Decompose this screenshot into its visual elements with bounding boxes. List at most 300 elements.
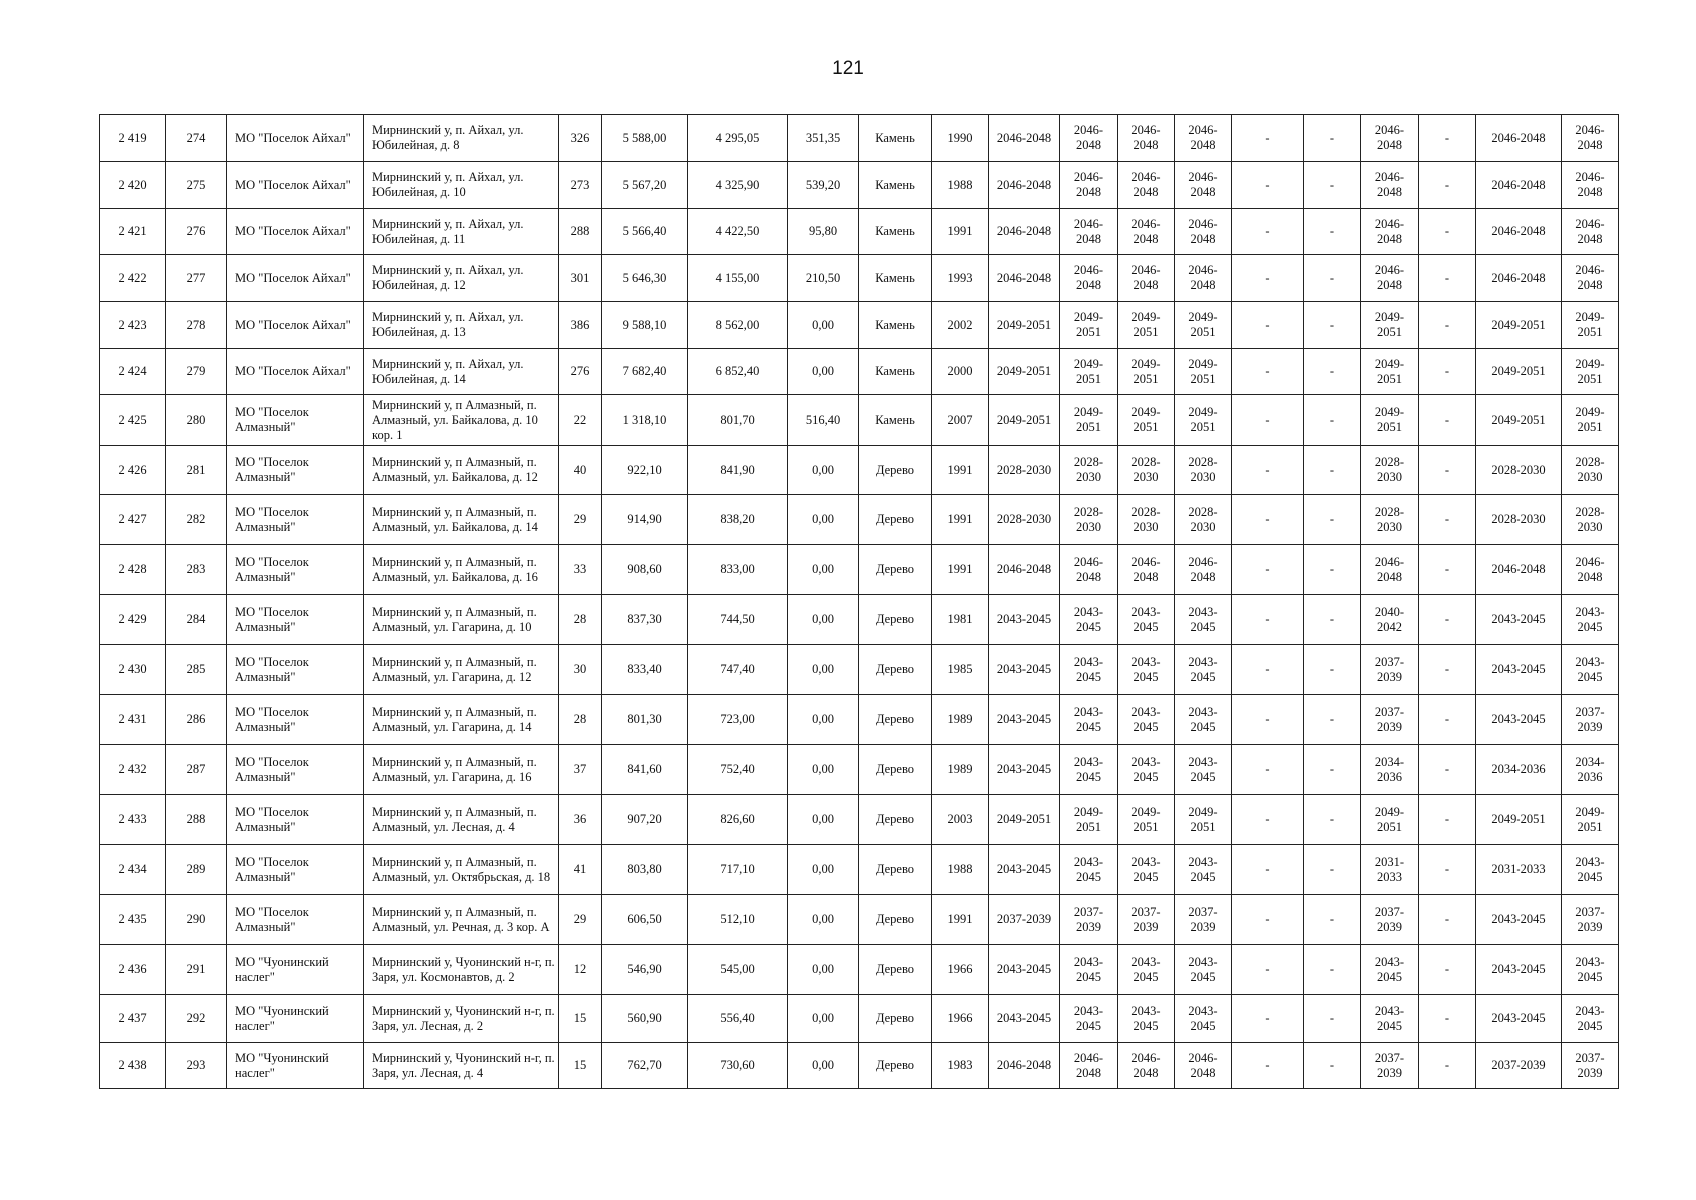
table-cell: Мирнинский у, п Алмазный, п. Алмазный, ул. Байкалова, д. 14 bbox=[364, 495, 559, 545]
table-cell: 326 bbox=[559, 115, 602, 162]
table-cell: 301 bbox=[559, 255, 602, 302]
table-cell: 1981 bbox=[932, 595, 989, 645]
table-row bbox=[100, 545, 1619, 595]
table-cell: - bbox=[1232, 162, 1304, 209]
table-cell: - bbox=[1419, 595, 1476, 645]
table-cell: 2043-2045 bbox=[1060, 695, 1118, 745]
table-cell: 2049-2051 bbox=[1361, 795, 1419, 845]
table-cell: - bbox=[1419, 995, 1476, 1043]
table-cell: 1991 bbox=[932, 545, 989, 595]
table-cell: 2037-2039 bbox=[1361, 645, 1419, 695]
table-cell: 0,00 bbox=[788, 895, 859, 945]
table-cell: 2049-2051 bbox=[1562, 349, 1619, 395]
table-cell: - bbox=[1419, 695, 1476, 745]
table-cell: МО "Поселок Айхал" bbox=[227, 115, 364, 162]
table-row bbox=[100, 1043, 1619, 1089]
table-cell: - bbox=[1304, 115, 1361, 162]
table-cell: - bbox=[1304, 209, 1361, 255]
table-cell: 2049-2051 bbox=[1118, 395, 1175, 446]
table-cell: Мирнинский у, п. Айхал, ул. Юбилейная, д. 14 bbox=[364, 349, 559, 395]
table-cell: Камень bbox=[859, 115, 932, 162]
table-cell: 2049-2051 bbox=[1118, 795, 1175, 845]
table-cell: Дерево bbox=[859, 1043, 932, 1089]
table-cell: 2037-2039 bbox=[1361, 895, 1419, 945]
table-cell: 2037-2039 bbox=[1562, 695, 1619, 745]
table-cell: МО "Чуонинский наслег" bbox=[227, 995, 364, 1043]
table-cell: 907,20 bbox=[602, 795, 688, 845]
table-cell: 2046-2048 bbox=[1175, 115, 1232, 162]
table-cell: 1991 bbox=[932, 895, 989, 945]
table-cell: - bbox=[1304, 695, 1361, 745]
table-cell: 2 421 bbox=[100, 209, 166, 255]
table-cell: 28 bbox=[559, 695, 602, 745]
table-cell: 2 422 bbox=[100, 255, 166, 302]
table-cell: МО "Поселок Алмазный" bbox=[227, 895, 364, 945]
table-cell: 747,40 bbox=[688, 645, 788, 695]
table-cell: 0,00 bbox=[788, 745, 859, 795]
table-cell: - bbox=[1419, 895, 1476, 945]
table-cell: 33 bbox=[559, 545, 602, 595]
table-cell: 2007 bbox=[932, 395, 989, 446]
table-cell: Дерево bbox=[859, 895, 932, 945]
table-cell: 2028-2030 bbox=[989, 495, 1060, 545]
table-cell: 2043-2045 bbox=[989, 845, 1060, 895]
table-cell: 2049-2051 bbox=[1060, 795, 1118, 845]
table-cell: 5 646,30 bbox=[602, 255, 688, 302]
table-cell: 837,30 bbox=[602, 595, 688, 645]
table-cell: - bbox=[1304, 302, 1361, 349]
table-cell: Мирнинский у, п. Айхал, ул. Юбилейная, д. 13 bbox=[364, 302, 559, 349]
table-cell: 2043-2045 bbox=[1562, 995, 1619, 1043]
table-cell: 2000 bbox=[932, 349, 989, 395]
table-cell: 2049-2051 bbox=[1060, 395, 1118, 446]
table-cell: 2046-2048 bbox=[1060, 162, 1118, 209]
table-cell: 2028-2030 bbox=[1361, 446, 1419, 495]
table-cell: 2037-2039 bbox=[1175, 895, 1232, 945]
table-cell: 1985 bbox=[932, 645, 989, 695]
table-cell: 539,20 bbox=[788, 162, 859, 209]
table-cell: 2046-2048 bbox=[1562, 255, 1619, 302]
table-cell: 2049-2051 bbox=[1361, 302, 1419, 349]
table-cell: 833,00 bbox=[688, 545, 788, 595]
table-cell: - bbox=[1232, 209, 1304, 255]
table-cell: 22 bbox=[559, 395, 602, 446]
table-cell: Дерево bbox=[859, 695, 932, 745]
table-cell: 2028-2030 bbox=[1175, 495, 1232, 545]
table-cell: 2034-2036 bbox=[1361, 745, 1419, 795]
table-cell: 2046-2048 bbox=[989, 1043, 1060, 1089]
table-cell: 2043-2045 bbox=[989, 595, 1060, 645]
table-cell: 2049-2051 bbox=[1175, 795, 1232, 845]
table-cell: 351,35 bbox=[788, 115, 859, 162]
table-cell: 2046-2048 bbox=[1361, 255, 1419, 302]
table-cell: МО "Поселок Айхал" bbox=[227, 255, 364, 302]
table-cell: Дерево bbox=[859, 645, 932, 695]
table-row bbox=[100, 645, 1619, 695]
table-cell: - bbox=[1232, 255, 1304, 302]
table-cell: МО "Поселок Айхал" bbox=[227, 209, 364, 255]
table-cell: 2034-2036 bbox=[1562, 745, 1619, 795]
table-cell: 803,80 bbox=[602, 845, 688, 895]
table-cell: - bbox=[1232, 545, 1304, 595]
table-cell: 1991 bbox=[932, 446, 989, 495]
table-cell: 1989 bbox=[932, 695, 989, 745]
table-row bbox=[100, 895, 1619, 945]
table-cell: 2046-2048 bbox=[1175, 162, 1232, 209]
table-cell: 1991 bbox=[932, 209, 989, 255]
table-cell: 2 432 bbox=[100, 745, 166, 795]
table-cell: 2046-2048 bbox=[1175, 255, 1232, 302]
table-cell: 2 429 bbox=[100, 595, 166, 645]
table-cell: МО "Поселок Айхал" bbox=[227, 162, 364, 209]
table-cell: 2 436 bbox=[100, 945, 166, 995]
table-cell: Мирнинский у, п Алмазный, п. Алмазный, ул. Гагарина, д. 10 bbox=[364, 595, 559, 645]
table-cell: - bbox=[1419, 302, 1476, 349]
table-cell: 12 bbox=[559, 945, 602, 995]
table-cell: 2 420 bbox=[100, 162, 166, 209]
table-cell: 762,70 bbox=[602, 1043, 688, 1089]
table-cell: 838,20 bbox=[688, 495, 788, 545]
table-cell: 2046-2048 bbox=[1118, 545, 1175, 595]
table-cell: 0,00 bbox=[788, 349, 859, 395]
table-cell: 2046-2048 bbox=[1361, 545, 1419, 595]
table-cell: 5 566,40 bbox=[602, 209, 688, 255]
table-cell: 0,00 bbox=[788, 995, 859, 1043]
table-cell: 291 bbox=[166, 945, 227, 995]
table-cell: 2043-2045 bbox=[1175, 995, 1232, 1043]
table-cell: 2049-2051 bbox=[1118, 302, 1175, 349]
table-cell: 2046-2048 bbox=[1118, 255, 1175, 302]
table-cell: 2046-2048 bbox=[1476, 209, 1562, 255]
table-cell: - bbox=[1304, 495, 1361, 545]
table-cell: 841,90 bbox=[688, 446, 788, 495]
table-cell: 36 bbox=[559, 795, 602, 845]
table-cell: 545,00 bbox=[688, 945, 788, 995]
table-row bbox=[100, 495, 1619, 545]
table-cell: 281 bbox=[166, 446, 227, 495]
table-cell: 546,90 bbox=[602, 945, 688, 995]
table-cell: 2034-2036 bbox=[1476, 745, 1562, 795]
table-cell: 2046-2048 bbox=[1562, 209, 1619, 255]
table-cell: Дерево bbox=[859, 545, 932, 595]
table-cell: Дерево bbox=[859, 845, 932, 895]
table-cell: 0,00 bbox=[788, 1043, 859, 1089]
table-cell: - bbox=[1304, 545, 1361, 595]
table-cell: - bbox=[1304, 945, 1361, 995]
table-cell: 2046-2048 bbox=[1562, 115, 1619, 162]
page-number: 121 bbox=[832, 58, 864, 79]
table-cell: 2031-2033 bbox=[1476, 845, 1562, 895]
table-cell: 2043-2045 bbox=[989, 645, 1060, 695]
table-cell: МО "Чуонинский наслег" bbox=[227, 1043, 364, 1089]
table-cell: 2049-2051 bbox=[989, 349, 1060, 395]
table-row bbox=[100, 162, 1619, 209]
table-cell: 1991 bbox=[932, 495, 989, 545]
table-cell: 2049-2051 bbox=[1361, 349, 1419, 395]
table-cell: МО "Поселок Алмазный" bbox=[227, 495, 364, 545]
table-cell: 2043-2045 bbox=[1562, 845, 1619, 895]
table-cell: 2046-2048 bbox=[1361, 115, 1419, 162]
table-cell: 276 bbox=[559, 349, 602, 395]
table-cell: 28 bbox=[559, 595, 602, 645]
table-cell: - bbox=[1232, 645, 1304, 695]
table-cell: Камень bbox=[859, 255, 932, 302]
table-cell: 37 bbox=[559, 745, 602, 795]
table-cell: 2046-2048 bbox=[1118, 209, 1175, 255]
table-cell: МО "Чуонинский наслег" bbox=[227, 945, 364, 995]
table-cell: 4 295,05 bbox=[688, 115, 788, 162]
table-cell: 2046-2048 bbox=[989, 115, 1060, 162]
table-cell: 2 419 bbox=[100, 115, 166, 162]
table-cell: - bbox=[1232, 795, 1304, 845]
table-cell: 4 325,90 bbox=[688, 162, 788, 209]
table-cell: 0,00 bbox=[788, 446, 859, 495]
table-cell: 2037-2039 bbox=[1060, 895, 1118, 945]
table-cell: 1988 bbox=[932, 162, 989, 209]
table-cell: - bbox=[1232, 945, 1304, 995]
table-cell: 2043-2045 bbox=[1118, 595, 1175, 645]
table-cell: 2 428 bbox=[100, 545, 166, 595]
table-cell: 2028-2030 bbox=[989, 446, 1060, 495]
table-cell: 2043-2045 bbox=[989, 945, 1060, 995]
table-cell: Дерево bbox=[859, 495, 932, 545]
table-cell: 2049-2051 bbox=[1175, 302, 1232, 349]
table-cell: 277 bbox=[166, 255, 227, 302]
table-row bbox=[100, 795, 1619, 845]
table-cell: 2049-2051 bbox=[989, 302, 1060, 349]
table-cell: - bbox=[1232, 446, 1304, 495]
table-cell: 2028-2030 bbox=[1361, 495, 1419, 545]
table-cell: 914,90 bbox=[602, 495, 688, 545]
table-row bbox=[100, 209, 1619, 255]
table-cell: 2043-2045 bbox=[1175, 845, 1232, 895]
table-cell: 2037-2039 bbox=[1562, 895, 1619, 945]
table-cell: Мирнинский у, Чуонинский н-г, п. Заря, ул. Лесная, д. 4 bbox=[364, 1043, 559, 1089]
table-cell: 2046-2048 bbox=[989, 162, 1060, 209]
table-cell: 9 588,10 bbox=[602, 302, 688, 349]
table-cell: 8 562,00 bbox=[688, 302, 788, 349]
table-cell: - bbox=[1304, 845, 1361, 895]
table-cell: 15 bbox=[559, 1043, 602, 1089]
table-cell: 279 bbox=[166, 349, 227, 395]
table-cell: 2028-2030 bbox=[1562, 446, 1619, 495]
table-cell: - bbox=[1419, 1043, 1476, 1089]
table-cell: 2043-2045 bbox=[989, 745, 1060, 795]
table-cell: 2046-2048 bbox=[1060, 209, 1118, 255]
table-cell: - bbox=[1304, 895, 1361, 945]
table-cell: 2043-2045 bbox=[1175, 745, 1232, 795]
table-cell: - bbox=[1232, 349, 1304, 395]
table-cell: 29 bbox=[559, 895, 602, 945]
table-cell: 2 427 bbox=[100, 495, 166, 545]
table-cell: Дерево bbox=[859, 595, 932, 645]
table-cell: Камень bbox=[859, 302, 932, 349]
table-cell: 2043-2045 bbox=[1175, 595, 1232, 645]
table-cell: 1 318,10 bbox=[602, 395, 688, 446]
table-cell: 2 434 bbox=[100, 845, 166, 895]
table-cell: - bbox=[1304, 795, 1361, 845]
table-cell: 2 424 bbox=[100, 349, 166, 395]
table-cell: - bbox=[1232, 302, 1304, 349]
table-cell: 2028-2030 bbox=[1175, 446, 1232, 495]
table-row bbox=[100, 115, 1619, 162]
table-cell: - bbox=[1419, 945, 1476, 995]
table-cell: 833,40 bbox=[602, 645, 688, 695]
table-cell: 2046-2048 bbox=[989, 545, 1060, 595]
table-cell: 2046-2048 bbox=[1175, 209, 1232, 255]
table-cell: 2046-2048 bbox=[1060, 545, 1118, 595]
table-cell: Дерево bbox=[859, 945, 932, 995]
table-cell: 0,00 bbox=[788, 595, 859, 645]
table-cell: МО "Поселок Алмазный" bbox=[227, 845, 364, 895]
table-cell: 2043-2045 bbox=[1060, 595, 1118, 645]
table-cell: 2046-2048 bbox=[1562, 162, 1619, 209]
table-cell: 2049-2051 bbox=[1361, 395, 1419, 446]
table-cell: 275 bbox=[166, 162, 227, 209]
table-cell: 2043-2045 bbox=[1060, 995, 1118, 1043]
table-cell: 516,40 bbox=[788, 395, 859, 446]
table-row bbox=[100, 995, 1619, 1043]
table-cell: 2046-2048 bbox=[989, 209, 1060, 255]
table-row bbox=[100, 745, 1619, 795]
table-cell: 2043-2045 bbox=[1175, 645, 1232, 695]
table-cell: 2046-2048 bbox=[1476, 545, 1562, 595]
table-cell: МО "Поселок Алмазный" bbox=[227, 695, 364, 745]
table-cell: - bbox=[1304, 995, 1361, 1043]
table-cell: 2043-2045 bbox=[1476, 945, 1562, 995]
table-cell: Мирнинский у, п. Айхал, ул. Юбилейная, д. 12 bbox=[364, 255, 559, 302]
table-cell: 286 bbox=[166, 695, 227, 745]
table-cell: 2043-2045 bbox=[1060, 845, 1118, 895]
table-cell: - bbox=[1419, 255, 1476, 302]
table-cell: Мирнинский у, п Алмазный, п. Алмазный, ул. Октябрьская, д. 18 bbox=[364, 845, 559, 895]
table-cell: 801,70 bbox=[688, 395, 788, 446]
table-cell: 2028-2030 bbox=[1476, 495, 1562, 545]
table-cell: - bbox=[1419, 845, 1476, 895]
table-row bbox=[100, 395, 1619, 446]
table-cell: 0,00 bbox=[788, 945, 859, 995]
table-cell: Камень bbox=[859, 349, 932, 395]
table-cell: МО "Поселок Алмазный" bbox=[227, 745, 364, 795]
table-cell: 1990 bbox=[932, 115, 989, 162]
table-cell: 841,60 bbox=[602, 745, 688, 795]
table-cell: 2 435 bbox=[100, 895, 166, 945]
table-cell: 0,00 bbox=[788, 795, 859, 845]
table-cell: 2049-2051 bbox=[1476, 795, 1562, 845]
table-cell: - bbox=[1304, 162, 1361, 209]
table-cell: 2043-2045 bbox=[1060, 645, 1118, 695]
table-cell: - bbox=[1232, 995, 1304, 1043]
table-cell: - bbox=[1419, 745, 1476, 795]
table-cell: 288 bbox=[559, 209, 602, 255]
table-cell: - bbox=[1419, 209, 1476, 255]
table-cell: 2046-2048 bbox=[1476, 255, 1562, 302]
table-cell: 2049-2051 bbox=[1476, 349, 1562, 395]
table-cell: 0,00 bbox=[788, 645, 859, 695]
table-cell: - bbox=[1419, 349, 1476, 395]
table-cell: - bbox=[1232, 845, 1304, 895]
table-cell: 2028-2030 bbox=[1060, 495, 1118, 545]
table-row bbox=[100, 845, 1619, 895]
table-cell: 2043-2045 bbox=[1476, 895, 1562, 945]
table-cell: 15 bbox=[559, 995, 602, 1043]
table-cell: 2043-2045 bbox=[1476, 695, 1562, 745]
table-cell: 2043-2045 bbox=[1118, 995, 1175, 1043]
table-cell: 210,50 bbox=[788, 255, 859, 302]
table-cell: 278 bbox=[166, 302, 227, 349]
table-cell: 2043-2045 bbox=[1562, 945, 1619, 995]
table-cell: 801,30 bbox=[602, 695, 688, 745]
table-cell: 0,00 bbox=[788, 695, 859, 745]
table-cell: 512,10 bbox=[688, 895, 788, 945]
table-cell: - bbox=[1419, 645, 1476, 695]
table-cell: 2049-2051 bbox=[1175, 349, 1232, 395]
table-cell: 7 682,40 bbox=[602, 349, 688, 395]
table-cell: 292 bbox=[166, 995, 227, 1043]
table-cell: МО "Поселок Алмазный" bbox=[227, 795, 364, 845]
table-cell: 41 bbox=[559, 845, 602, 895]
table-cell: 2049-2051 bbox=[1562, 795, 1619, 845]
table-cell: 4 422,50 bbox=[688, 209, 788, 255]
table-cell: 2 431 bbox=[100, 695, 166, 745]
table-cell: 2046-2048 bbox=[1118, 115, 1175, 162]
table-cell: 30 bbox=[559, 645, 602, 695]
table-cell: 4 155,00 bbox=[688, 255, 788, 302]
table-cell: 5 567,20 bbox=[602, 162, 688, 209]
table-cell: 285 bbox=[166, 645, 227, 695]
table-cell: 1966 bbox=[932, 945, 989, 995]
table-cell: 2043-2045 bbox=[1118, 745, 1175, 795]
table-cell: 1993 bbox=[932, 255, 989, 302]
table-cell: 2043-2045 bbox=[1118, 645, 1175, 695]
housing-table bbox=[99, 114, 1619, 1089]
table-cell: 2046-2048 bbox=[989, 255, 1060, 302]
table-cell: 282 bbox=[166, 495, 227, 545]
table-cell: 2046-2048 bbox=[1175, 1043, 1232, 1089]
table-cell: Дерево bbox=[859, 745, 932, 795]
table-cell: 723,00 bbox=[688, 695, 788, 745]
table-cell: - bbox=[1232, 395, 1304, 446]
table-cell: Мирнинский у, п Алмазный, п. Алмазный, ул. Гагарина, д. 12 bbox=[364, 645, 559, 695]
table-cell: 276 bbox=[166, 209, 227, 255]
table-row bbox=[100, 595, 1619, 645]
table-cell: 2 433 bbox=[100, 795, 166, 845]
table-cell: 2037-2039 bbox=[1361, 1043, 1419, 1089]
table-cell: Мирнинский у, п. Айхал, ул. Юбилейная, д. 11 bbox=[364, 209, 559, 255]
table-cell: 5 588,00 bbox=[602, 115, 688, 162]
table-cell: 283 bbox=[166, 545, 227, 595]
table-cell: 2003 bbox=[932, 795, 989, 845]
table-cell: 1988 bbox=[932, 845, 989, 895]
table-cell: 29 bbox=[559, 495, 602, 545]
table-cell: - bbox=[1304, 1043, 1361, 1089]
table-cell: 288 bbox=[166, 795, 227, 845]
table-cell: - bbox=[1304, 349, 1361, 395]
table-cell: 2046-2048 bbox=[1060, 255, 1118, 302]
table-cell: 2043-2045 bbox=[1118, 695, 1175, 745]
table-cell: 2002 bbox=[932, 302, 989, 349]
table-cell: 287 bbox=[166, 745, 227, 795]
table-cell: 560,90 bbox=[602, 995, 688, 1043]
table-cell: 0,00 bbox=[788, 302, 859, 349]
table-cell: 2049-2051 bbox=[1476, 302, 1562, 349]
table-cell: 0,00 bbox=[788, 545, 859, 595]
table-cell: 2037-2039 bbox=[1361, 695, 1419, 745]
table-row bbox=[100, 302, 1619, 349]
table-cell: 826,60 bbox=[688, 795, 788, 845]
table-cell: 2031-2033 bbox=[1361, 845, 1419, 895]
table-cell: 2037-2039 bbox=[989, 895, 1060, 945]
